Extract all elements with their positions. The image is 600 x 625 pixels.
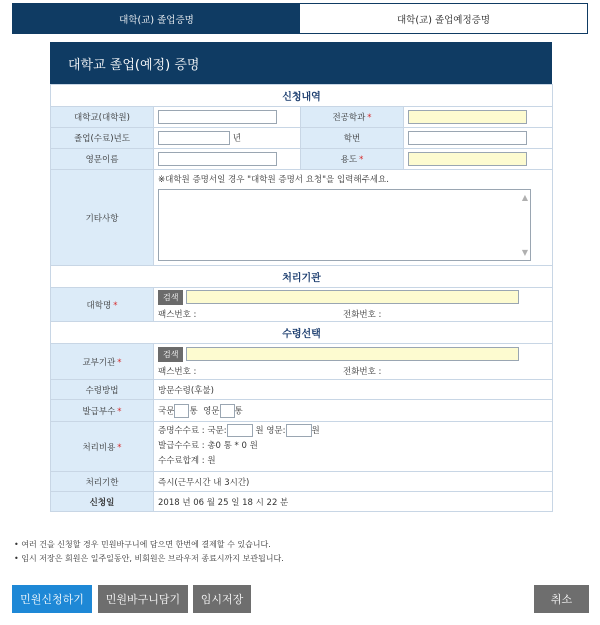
- copies-korean-label: 국문: [158, 406, 175, 416]
- major-input[interactable]: [408, 110, 527, 124]
- deadline-value: 즉시(근무시간 내 3시간): [154, 472, 553, 492]
- issuer-phone: 전화번호 :: [343, 366, 382, 377]
- note-temp-save: • 임시 저장은 회원은 일주일동안, 비회원은 브라우저 종료시까지 보관됩니다.: [14, 554, 284, 563]
- purpose-input[interactable]: [408, 152, 527, 166]
- student-id-input[interactable]: [408, 131, 527, 145]
- fee-label: 처리비용 *: [51, 422, 154, 472]
- cancel-button[interactable]: 취소: [534, 585, 589, 613]
- org-label: 대학명 *: [51, 288, 154, 322]
- university-input[interactable]: [158, 110, 277, 124]
- org-phone: 전화번호 :: [343, 309, 382, 320]
- tab-expected-graduation-certificate[interactable]: 대학(교) 졸업예정증명: [300, 4, 587, 33]
- grad-year-label: 졸업(수료)년도: [51, 128, 154, 149]
- certificate-tabs: [12, 3, 588, 34]
- university-label: 대학교(대학원): [51, 107, 154, 128]
- student-id-label: 학번: [301, 128, 404, 149]
- receive-method-label: 수령방법: [51, 380, 154, 400]
- major-label: 전공학과 *: [301, 107, 404, 128]
- org-input[interactable]: [186, 290, 519, 304]
- grad-year-suffix: 년: [232, 133, 241, 144]
- apply-button[interactable]: 민원신청하기: [12, 585, 92, 613]
- english-name-input[interactable]: [158, 152, 277, 166]
- fee-line1-mid: 원 영문:: [255, 426, 286, 436]
- english-name-label: 영문이름: [51, 149, 154, 170]
- fee-line1-prefix: 증명수수료 : 국문:: [158, 426, 227, 436]
- fee-line2: 발급수수료 : 총0 통 * 0 원: [158, 441, 258, 451]
- apply-date-label: 신청일: [51, 492, 154, 512]
- copies-english-input[interactable]: [220, 404, 235, 418]
- issuer-fax: 팩스번호 :: [158, 366, 197, 377]
- org-fax: 팩스번호 :: [158, 309, 197, 320]
- etc-note: ※대학원 증명서일 경우 "대학원 증명서 요청"을 입력해주세요.: [158, 175, 389, 185]
- certificate-form: [50, 42, 552, 512]
- fee-line1-suffix: 원: [311, 426, 320, 436]
- purpose-label: 용도 *: [301, 149, 404, 170]
- issuer-input[interactable]: [186, 347, 519, 361]
- copies-korean-input[interactable]: [174, 404, 189, 418]
- apply-date-value: 2018 년 06 월 25 일 18 시 22 분: [154, 492, 553, 512]
- add-to-basket-button[interactable]: 민원바구니담기: [98, 585, 188, 613]
- grad-year-input[interactable]: [158, 131, 230, 145]
- scroll-up-icon[interactable]: ▲: [521, 193, 528, 202]
- copies-english-label: 영문: [203, 406, 220, 416]
- issuer-label: 교부기관 *: [51, 344, 154, 380]
- tab-graduation-certificate[interactable]: 대학(교) 졸업증명: [13, 4, 300, 33]
- etc-label: 기타사항: [51, 170, 154, 266]
- etc-textarea[interactable]: [158, 189, 531, 261]
- org-search-button[interactable]: 검색: [158, 290, 183, 305]
- copies-english-unit: 통: [234, 406, 243, 416]
- copies-korean-unit: 통: [189, 406, 198, 416]
- section-receive-heading: 수령선택: [51, 322, 553, 344]
- notes: [14, 538, 284, 566]
- scroll-down-icon[interactable]: ▼: [521, 248, 528, 257]
- issuer-search-button[interactable]: 검색: [158, 347, 183, 362]
- form-title: 대학교 졸업(예정) 증명: [50, 42, 552, 84]
- temp-save-button[interactable]: 임시저장: [193, 585, 251, 613]
- section-apply-heading: 신청내역: [51, 85, 553, 107]
- deadline-label: 처리기한: [51, 472, 154, 492]
- fee-english-input[interactable]: [286, 424, 312, 437]
- receive-method-value: 방문수령(후불): [154, 380, 553, 400]
- fee-line3: 수수료합계 : 원: [158, 456, 216, 466]
- note-basket: • 여러 건을 신청할 경우 민원바구니에 담으면 한번에 결제할 수 있습니다.: [14, 540, 271, 549]
- fee-korean-input[interactable]: [227, 424, 253, 437]
- copies-label: 발급부수 *: [51, 400, 154, 422]
- form-table: [50, 84, 553, 512]
- section-org-heading: 처리기관: [51, 266, 553, 288]
